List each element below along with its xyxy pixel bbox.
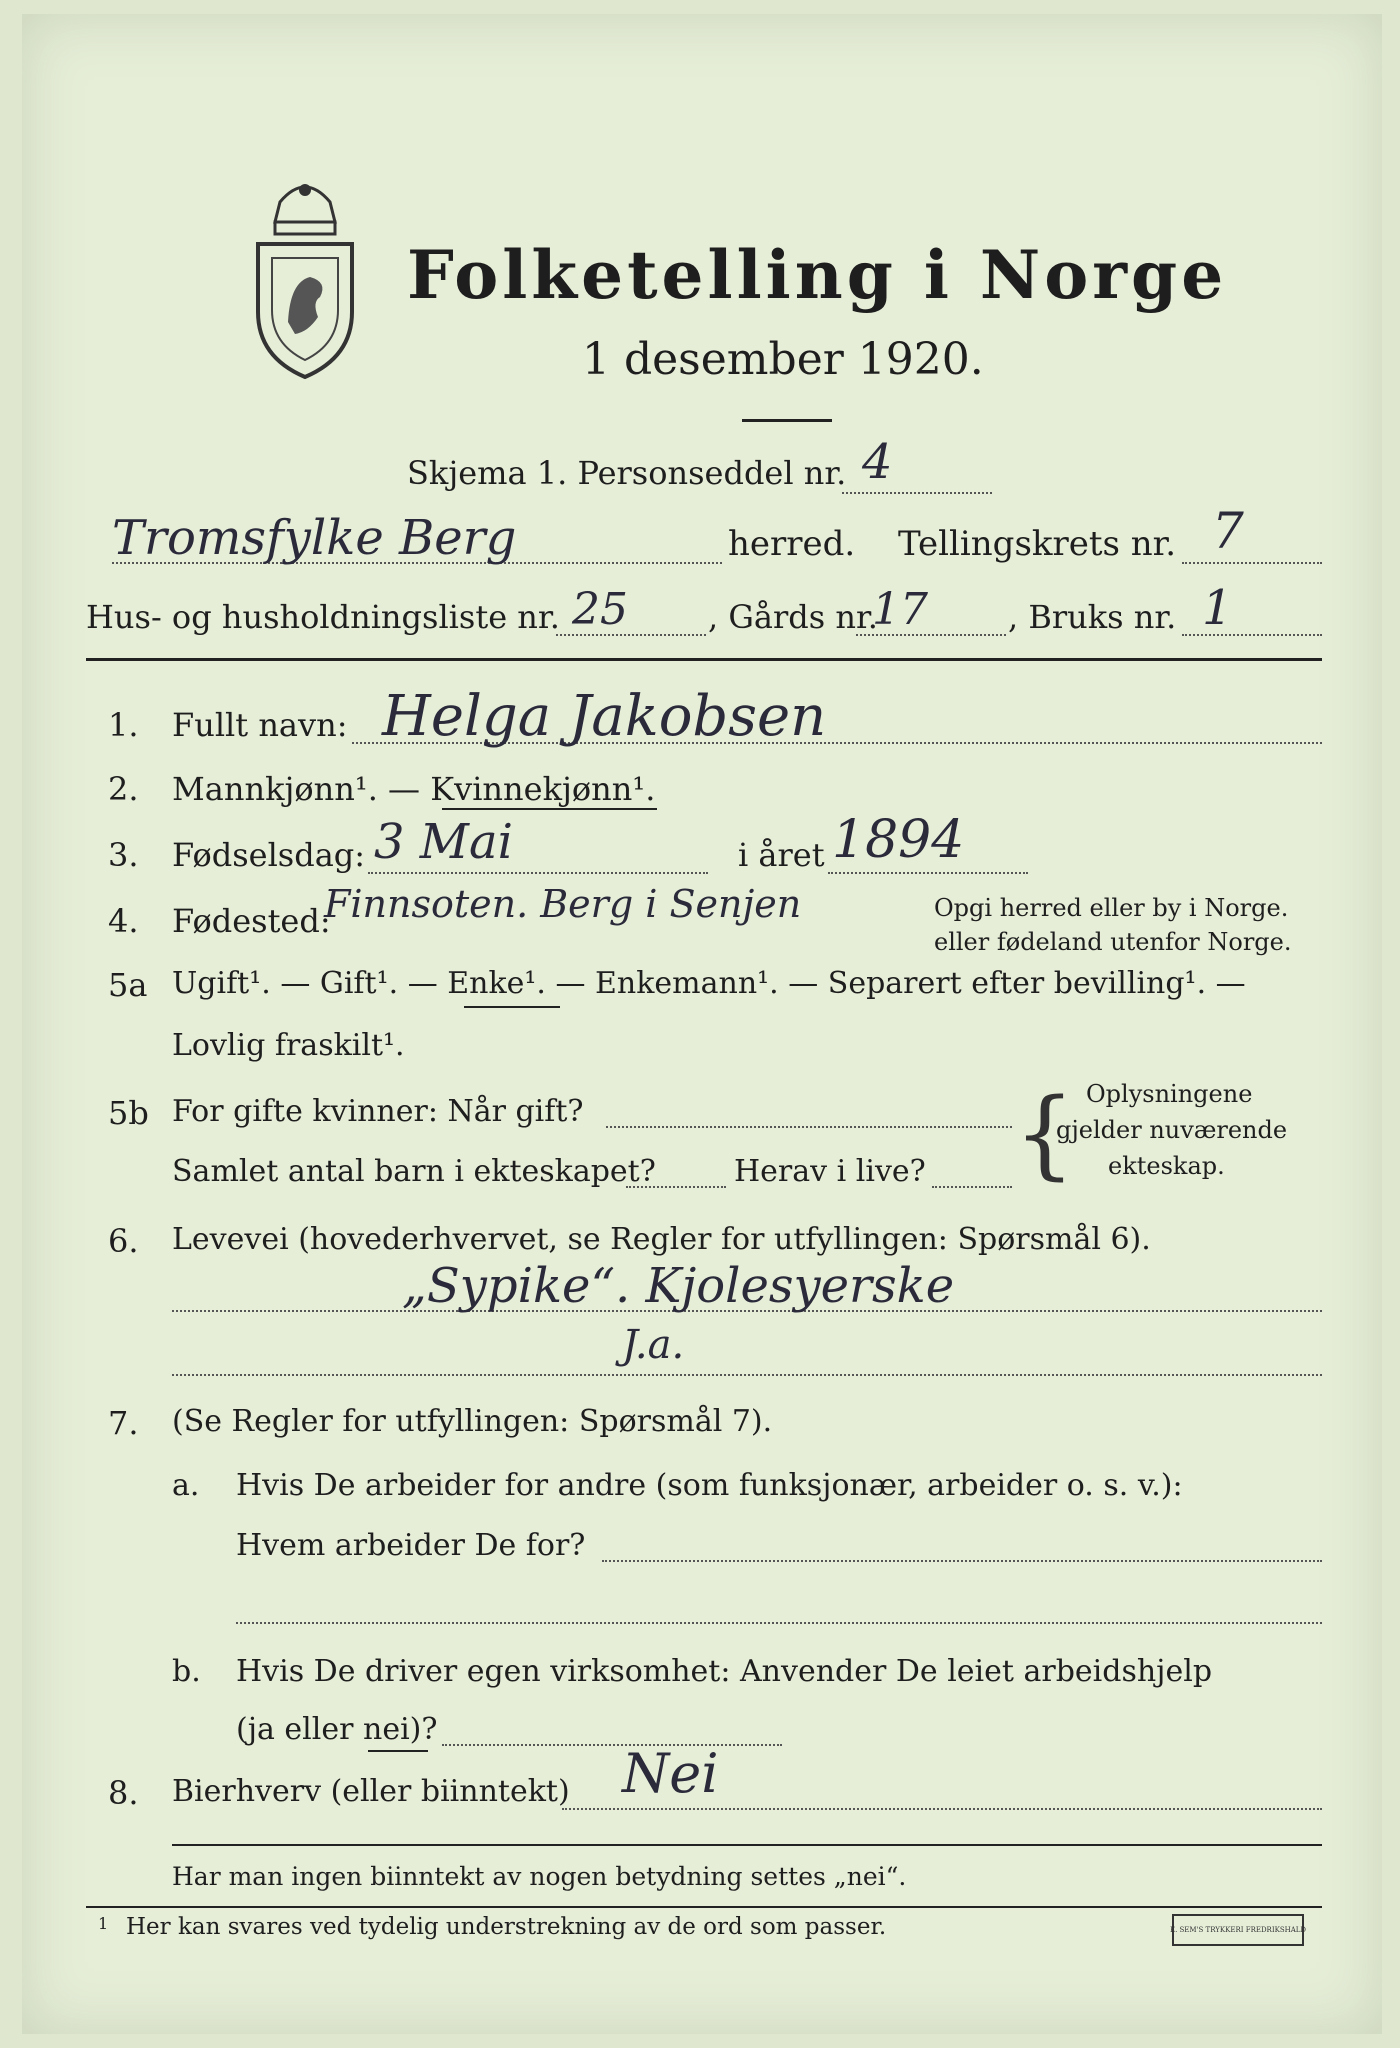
q3-line	[368, 872, 708, 874]
q2-underline	[442, 808, 657, 810]
q3-label: Fødselsdag:	[172, 836, 366, 874]
q5b-brace: {	[1014, 1078, 1076, 1190]
q8-label: Bierhverv (eller biinntekt)	[172, 1774, 570, 1809]
census-form	[22, 14, 1382, 2034]
printer-stamp	[1169, 1914, 1307, 1946]
document-title: Folketelling i Norge	[407, 236, 1228, 314]
q1-num: 1.	[108, 706, 139, 744]
schema-line	[842, 492, 992, 494]
q2-label: Mannkjønn¹. — Kvinnekjønn¹.	[172, 770, 656, 808]
footnote-number: 1	[98, 1914, 109, 1933]
q5a-num: 5a	[108, 966, 148, 1004]
q5b-num: 5b	[108, 1094, 149, 1132]
herred-label: herred.	[728, 524, 856, 564]
bruks-value: 1	[1202, 580, 1233, 636]
q3-num: 3.	[108, 836, 139, 874]
q5b-line-2	[626, 1186, 726, 1188]
q5b-label-3: Herav i live?	[734, 1154, 926, 1189]
herred-value: Tromsfylke Berg	[112, 510, 517, 566]
q4-note-1: Opgi herred eller by i Norge.	[934, 894, 1289, 922]
schema-label: Skjema 1. Personseddel nr.	[407, 454, 847, 492]
q7a-label: Hvis De arbeider for andre (som funksjonær, arbeider o. s. v.):	[236, 1468, 1183, 1503]
q5b-label-2: Samlet antal barn i ekteskapet?	[172, 1154, 656, 1189]
gards-value: 17	[872, 584, 928, 635]
q1-label: Fullt navn:	[172, 706, 348, 744]
coat-of-arms-icon	[240, 172, 370, 382]
q3-value: 3 Mai	[374, 814, 513, 870]
q5b-note-3: ekteskap.	[1108, 1152, 1225, 1180]
q7b-label-2: (ja eller nei)?	[236, 1712, 438, 1747]
q6-value: „Sypike“. Kjolesyerske	[402, 1258, 955, 1314]
q3-year-label: i året	[738, 836, 825, 874]
q4-label: Fødested:	[172, 902, 331, 940]
krets-line	[1182, 562, 1322, 564]
q8-line	[562, 1808, 1322, 1810]
q2-num: 2.	[108, 770, 139, 808]
footer-rule	[172, 1844, 1322, 1846]
q7a-num: a.	[172, 1468, 200, 1503]
footnote-rule	[86, 1906, 1322, 1908]
q7b-num: b.	[172, 1654, 201, 1689]
footnote-text: Her kan svares ved tydelig understrekning av de ord som passer.	[126, 1914, 887, 1940]
q7-num: 7.	[108, 1404, 139, 1442]
q5a-label: Ugift¹. — Gift¹. — Enke¹. — Enkemann¹. — Separert efter bevilling¹. —	[172, 966, 1246, 1001]
krets-label: Tellingskrets nr.	[898, 524, 1177, 564]
hus-value: 25	[572, 584, 628, 635]
q6-num: 6.	[108, 1222, 139, 1260]
q6-label: Levevei (hovederhvervet, se Regler for utfyllingen: Spørsmål 6).	[172, 1222, 1151, 1257]
q8-num: 8.	[108, 1774, 139, 1812]
q3-year-value: 1894	[832, 810, 965, 870]
header-rule	[86, 658, 1322, 661]
q5b-note-2: gjelder nuværende	[1056, 1116, 1288, 1144]
q4-note-2: eller fødeland utenfor Norge.	[934, 928, 1292, 956]
q7a-line-2	[236, 1622, 1322, 1624]
q6-value-2: J.a.	[622, 1322, 685, 1368]
q5b-line-3	[932, 1186, 1012, 1188]
q8-value: Nei	[622, 1742, 719, 1805]
q7-label: (Se Regler for utfyllingen: Spørsmål 7).	[172, 1404, 773, 1439]
title-divider	[742, 419, 832, 422]
q5a-label-2: Lovlig fraskilt¹.	[172, 1028, 405, 1063]
q3-year-line	[828, 872, 1028, 874]
q7b-underline	[368, 1750, 428, 1752]
q5b-note-1: Oplysningene	[1086, 1080, 1253, 1108]
census-date: 1 desember 1920.	[582, 334, 984, 385]
gards-label: , Gårds nr.	[708, 598, 878, 636]
q7a-line	[602, 1560, 1322, 1562]
bruks-label: , Bruks nr.	[1008, 598, 1177, 636]
q7b-line	[442, 1744, 782, 1746]
footer-note: Har man ingen biinntekt av nogen betydning settes „nei“.	[172, 1862, 907, 1891]
q5a-underline	[464, 1006, 560, 1008]
q5b-label: For gifte kvinner: Når gift?	[172, 1094, 584, 1129]
q7b-label: Hvis De driver egen virksomhet: Anvender De leiet arbeidshjelp	[236, 1654, 1213, 1689]
hus-label: Hus- og husholdningsliste nr.	[86, 598, 560, 636]
q7a-label-2: Hvem arbeider De for?	[236, 1528, 586, 1563]
printer-stamp-text: E. SEM'S TRYKKERI FREDRIKSHALD	[1169, 1926, 1307, 1934]
q5b-line	[606, 1126, 1012, 1128]
q1-value: Helga Jakobsen	[382, 684, 827, 749]
krets-value: 7	[1212, 502, 1244, 560]
q6-line-2	[172, 1374, 1322, 1376]
schema-value: 4	[862, 434, 893, 490]
q4-value: Finnsoten. Berg i Senjen	[324, 882, 802, 926]
q4-num: 4.	[108, 902, 139, 940]
